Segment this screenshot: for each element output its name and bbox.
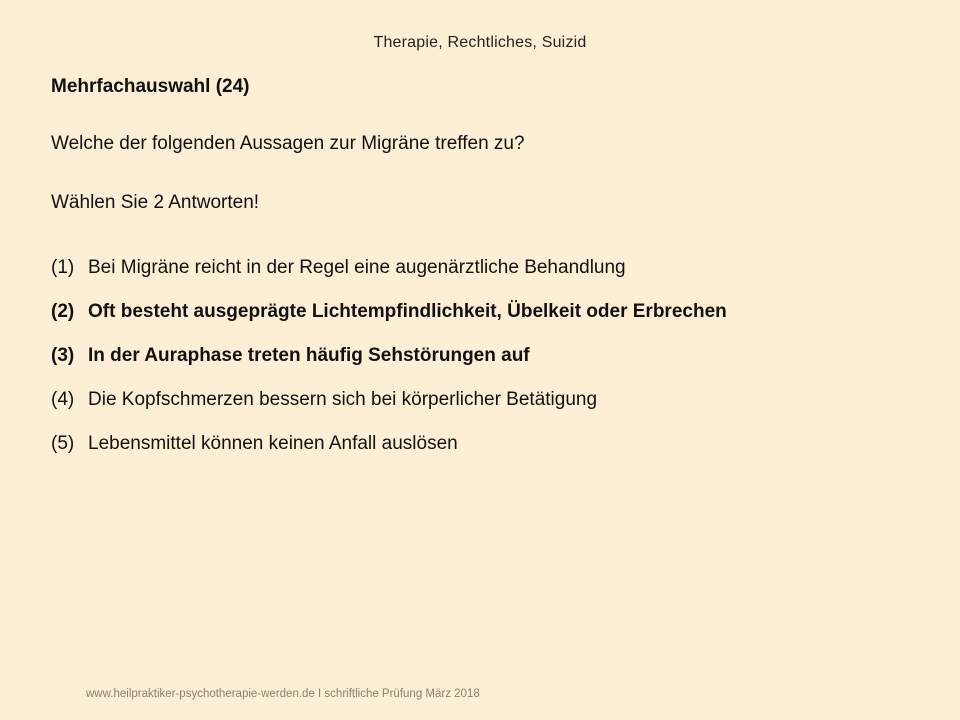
answer-list bbox=[51, 257, 911, 477]
answer-text: Lebensmittel können keinen Anfall auslösen bbox=[88, 433, 458, 454]
answer-option-5 bbox=[51, 433, 911, 477]
footer-source: www.heilpraktiker-psychotherapie-werden.de I schriftliche Prüfung März 2018 bbox=[86, 688, 480, 700]
answer-option-1 bbox=[51, 257, 911, 301]
answer-number: (4) bbox=[51, 389, 75, 410]
answer-number: (2) bbox=[51, 301, 75, 322]
answer-text: Oft besteht ausgeprägte Lichtempfindlichkeit, Übelkeit oder Erbrechen bbox=[88, 301, 727, 322]
question-text: Welche der folgenden Aussagen zur Migräne treffen zu? bbox=[51, 133, 525, 154]
answer-number: (1) bbox=[51, 257, 75, 278]
answer-text: Die Kopfschmerzen bessern sich bei körperlicher Betätigung bbox=[88, 389, 598, 410]
answer-number: (5) bbox=[51, 433, 75, 454]
slide-header: Therapie, Rechtliches, Suizid bbox=[373, 34, 587, 51]
answer-instruction: Wählen Sie 2 Antworten! bbox=[51, 192, 260, 213]
answer-text: In der Auraphase treten häufig Sehstörungen auf bbox=[88, 345, 530, 366]
question-heading: Mehrfachauswahl (24) bbox=[51, 76, 250, 97]
answer-number: (3) bbox=[51, 345, 75, 366]
answer-option-4 bbox=[51, 389, 911, 433]
answer-option-3 bbox=[51, 345, 911, 389]
answer-text: Bei Migräne reicht in der Regel eine augenärztliche Behandlung bbox=[88, 257, 626, 278]
answer-option-2 bbox=[51, 301, 911, 345]
